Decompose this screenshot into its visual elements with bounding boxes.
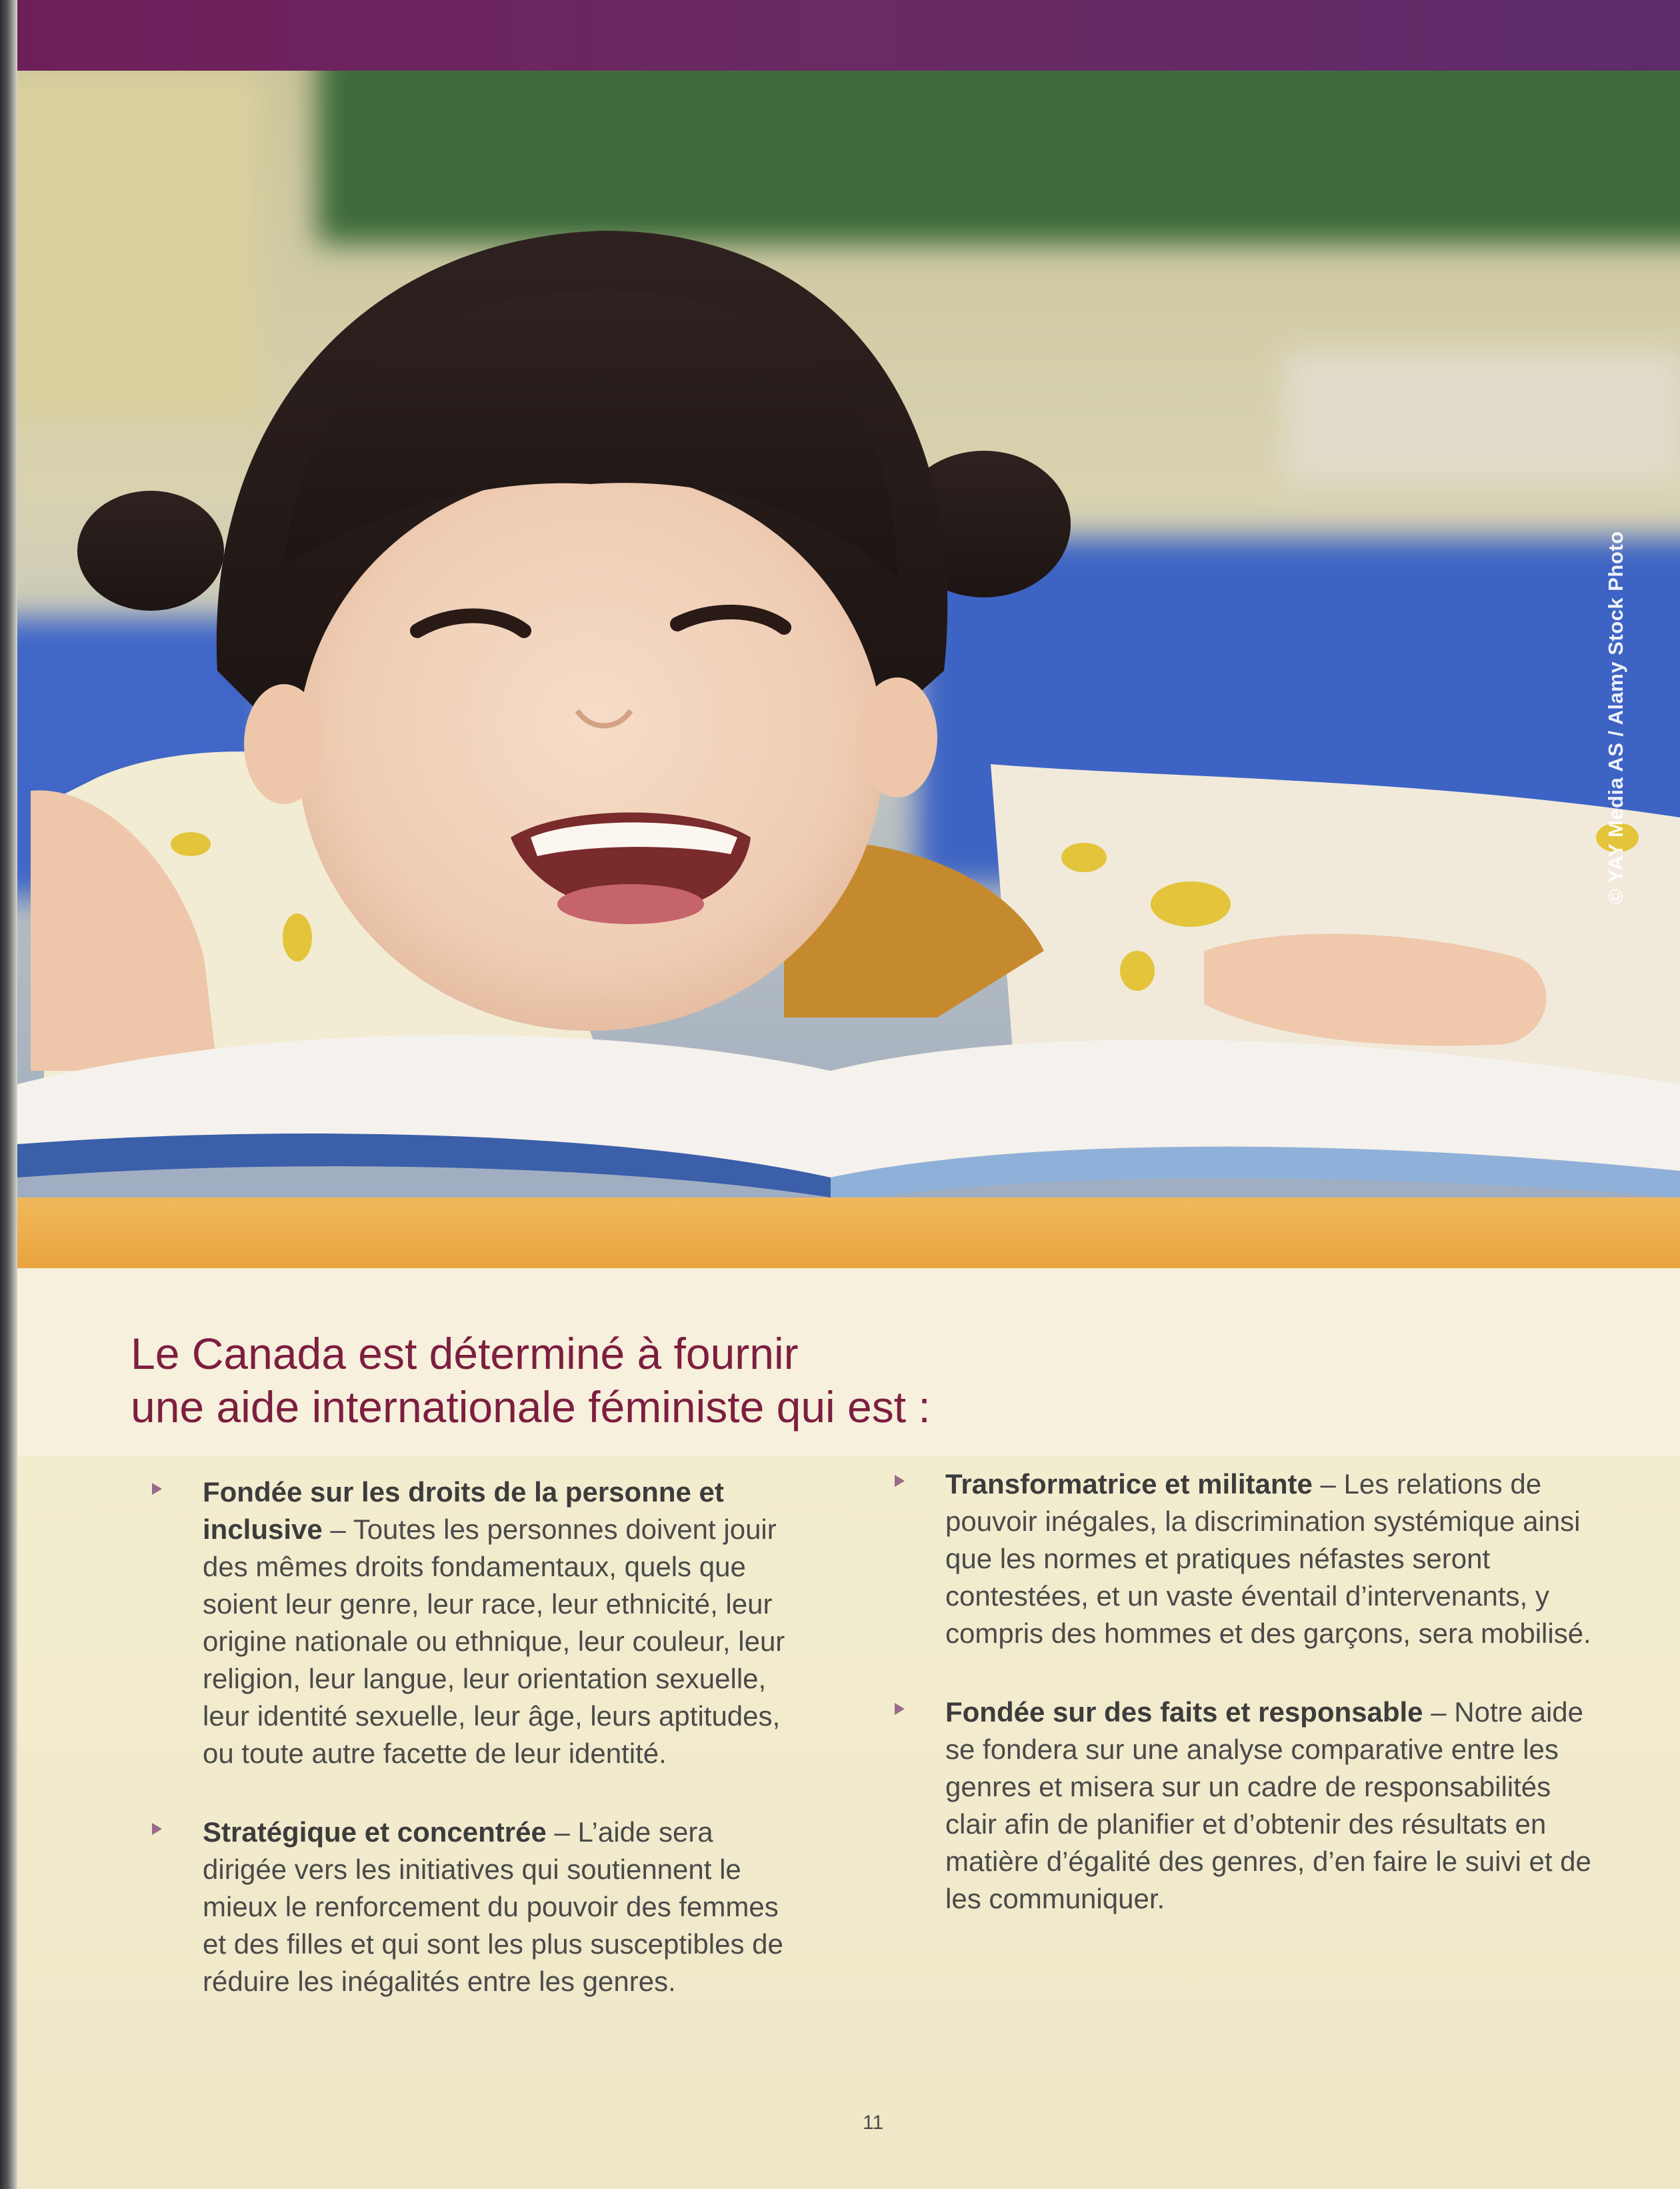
section-heading: [131, 1327, 1397, 1434]
page-number: 11: [863, 2112, 884, 2134]
photo-credit: © YAY Media AS / Alamy Stock Photo: [1604, 531, 1627, 904]
item-separator: –: [1423, 1696, 1455, 1728]
right-column: [875, 1466, 1608, 1959]
page-binding-edge: [0, 0, 17, 2189]
list-item: [875, 1694, 1608, 1918]
list-item: [132, 1474, 799, 1772]
triangle-bullet-icon: [152, 1823, 162, 1835]
item-body: Les relations de pouvoir inégales, la discrimination systémique ainsi que les normes et pratiques néfastes seront contestées, et un vaste éventail d’intervenants, y compris des hommes et des garçons, sera mobilisé.: [945, 1468, 1591, 1649]
item-title: Stratégique et concentrée: [203, 1816, 547, 1848]
item-title: Transformatrice et militante: [945, 1468, 1313, 1500]
content-panel: [17, 1268, 1680, 2189]
heading-line-1: Le Canada est déterminé à fournir: [131, 1329, 799, 1378]
item-body: L’aide sera dirigée vers les initiatives qui soutiennent le mieux le renforcement du pouvoir des femmes et des filles et qui sont les plus susceptibles de réduire les inégalités entre les genres.: [203, 1816, 783, 1997]
item-body: Notre aide se fondera sur une analyse comparative entre les genres et misera sur un cadre de responsabilités clair afin de planifier et d’obtenir des résultats en matière d’égalité des genres, d’en faire le suivi et de les communiquer.: [945, 1696, 1591, 1914]
list-item: [132, 1814, 799, 2000]
heading-line-2: une aide internationale féministe qui est :: [131, 1382, 931, 1432]
item-title: Fondée sur les droits de la personne et inclusive: [203, 1476, 724, 1545]
triangle-bullet-icon: [152, 1483, 162, 1495]
left-column: [132, 1474, 799, 2042]
list-item: [875, 1466, 1608, 1652]
triangle-bullet-icon: [895, 1475, 905, 1487]
top-color-band: [17, 0, 1680, 71]
item-separator: –: [1312, 1468, 1344, 1500]
item-separator: –: [322, 1514, 353, 1545]
triangle-bullet-icon: [895, 1703, 905, 1715]
item-body: Toutes les personnes doivent jouir des mêmes droits fondamentaux, quels que soient leur genre, leur race, leur ethnicité, leur origine nationale ou ethnique, leur couleur, leur religion, leur langue, leur orientation sexuelle, leur identité sexuelle, leur âge, leurs aptitudes, ou toute autre facette de leur identité.: [203, 1514, 785, 1769]
item-title: Fondée sur des faits et responsable: [945, 1696, 1423, 1728]
child-reading-photo: [17, 71, 1680, 1268]
item-separator: –: [546, 1816, 578, 1848]
